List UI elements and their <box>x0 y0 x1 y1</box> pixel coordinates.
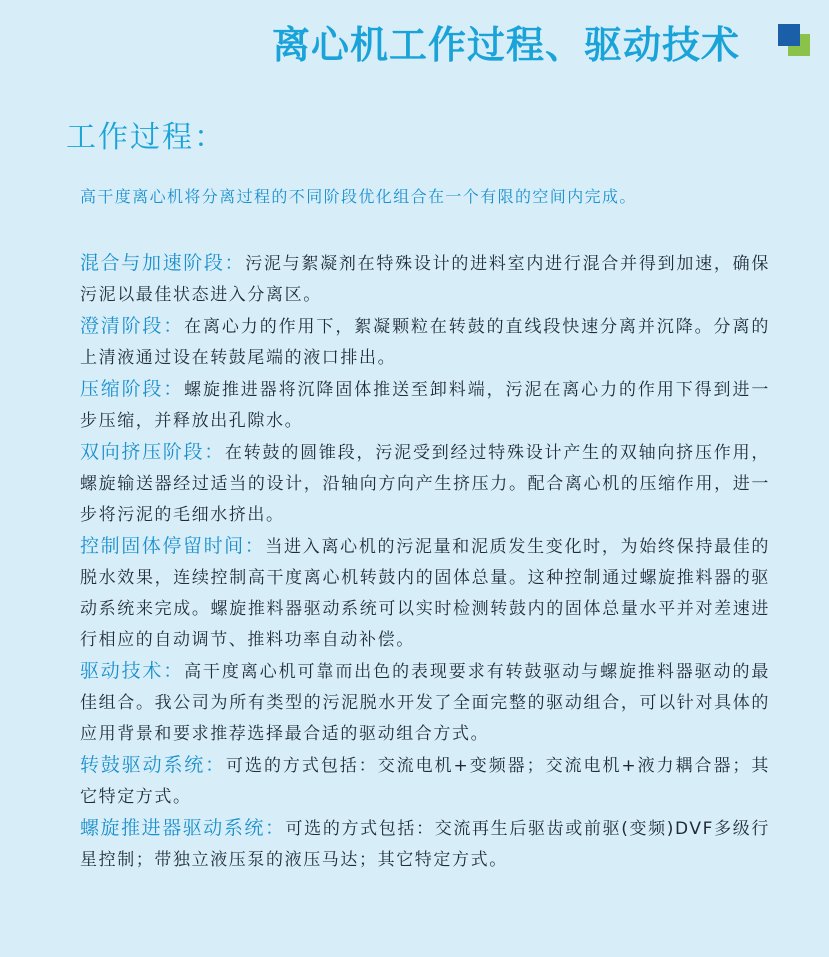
item-label: 螺旋推进器驱动系统： <box>80 817 286 839</box>
item-label: 澄清阶段： <box>80 315 185 337</box>
header-decoration-squares-icon <box>778 24 812 58</box>
process-item-drive-technology <box>80 656 770 750</box>
process-item-bidirectional-squeeze <box>80 437 770 531</box>
item-text: 在转鼓的圆锥段，污泥受到经过特殊设计产生的双轴向挤压作用，螺旋输送器经过适当的设计，沿轴向方向产生挤压力。配合离心机的压缩作用，进一步将污泥的毛细水挤出。 <box>80 443 770 525</box>
item-label: 双向挤压阶段： <box>80 441 225 463</box>
item-text: 在离心力的作用下，絮凝颗粒在转鼓的直线段快速分离并沉降。分离的上清液通过设在转鼓尾端的液口排出。 <box>80 317 770 368</box>
process-item-compression <box>80 374 770 437</box>
item-label: 混合与加速阶段： <box>80 252 246 274</box>
item-text: 高干度离心机可靠而出色的表现要求有转鼓驱动与螺旋推料器驱动的最佳组合。我公司为所有类型的污泥脱水开发了全面完整的驱动组合，可以针对具体的应用背景和要求推荐选择最合适的驱动组合方式。 <box>80 662 770 744</box>
item-text: 螺旋推进器将沉降固体推送至卸料端，污泥在离心力的作用下得到进一步压缩，并释放出孔隙水。 <box>80 380 770 431</box>
item-text: 当进入离心机的污泥量和泥质发生变化时，为始终保持最佳的脱水效果，连续控制高干度离心机转鼓内的固体总量。这种控制通过螺旋推料器的驱动系统来完成。螺旋推料器驱动系统可以实时检测转鼓内的固体总量水平并对差速进行相应的自动调节、推料功率自动补偿。 <box>80 537 770 650</box>
process-list <box>80 248 770 876</box>
process-item-scroll-drive <box>80 813 770 876</box>
intro-text: 高干度离心机将分离过程的不同阶段优化组合在一个有限的空间内完成。 <box>80 187 637 206</box>
item-text: 可选的方式包括：交流再生后驱齿或前驱(变频)DVF多级行星控制；带独立液压泵的液压马达；其它特定方式。 <box>80 819 770 870</box>
process-item-clarifying <box>80 311 770 374</box>
page-title: 离心机工作过程、驱动技术 <box>272 22 741 67</box>
blue-square-icon <box>778 24 800 46</box>
item-label: 压缩阶段： <box>80 378 185 400</box>
item-label: 控制固体停留时间： <box>80 535 266 557</box>
item-label: 驱动技术： <box>80 660 185 682</box>
process-item-retention-control <box>80 531 770 656</box>
section-title: 工作过程： <box>66 120 226 155</box>
process-item-mixing <box>80 248 770 311</box>
item-text: 污泥与絮凝剂在特殊设计的进料室内进行混合并得到加速，确保污泥以最佳状态进入分离区。 <box>80 254 770 305</box>
item-text: 可选的方式包括：交流电机+变频器；交流电机+液力耦合器；其它特定方式。 <box>80 756 770 807</box>
process-item-bowl-drive <box>80 750 770 813</box>
item-label: 转鼓驱动系统： <box>80 754 227 776</box>
